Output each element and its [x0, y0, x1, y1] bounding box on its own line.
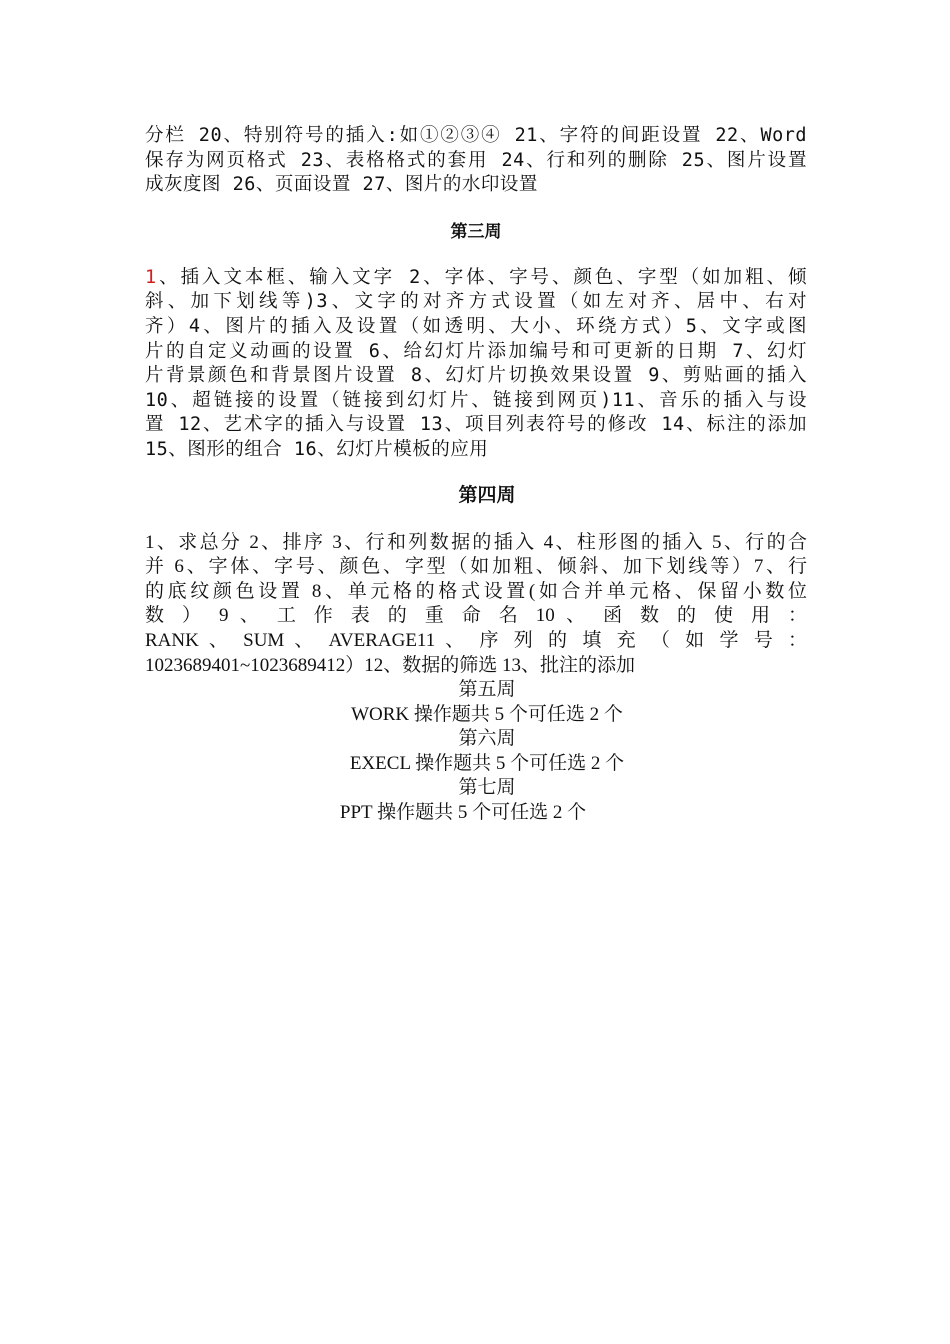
week7-desc: PPT 操作题共 5 个可任选 2 个: [339, 802, 587, 824]
week4-paragraph: [145, 531, 807, 679]
week6-title: 第六周: [458, 728, 516, 750]
intro-line-1: 分栏 20、特别符号的插入:如①②③④ 21、字符的间距设置 22、Word: [145, 125, 807, 146]
week3-line-2: 斜、加下划线等)3、文字的对齐方式设置（如左对齐、居中、右对: [145, 291, 807, 313]
week4-line-1: 1、求总分 2、排序 3、行和列数据的插入 4、柱形图的插入 5、行的合: [145, 531, 807, 553]
intro-line-2: 保存为网页格式 23、表格格式的套用 24、行和列的删除 25、图片设置: [145, 149, 807, 171]
week3-line-1-text: 、插入文本框、输入文字 2、字体、字号、颜色、字型（如加粗、倾: [156, 266, 807, 288]
week4-line-4: 数 ） 9 、 工 作 表 的 重 命 名 10 、 函 数 的 使 用 ：: [145, 605, 807, 627]
week3-line-5: 片背景颜色和背景图片设置 8、幻灯片切换效果设置 9、剪贴画的插入: [145, 365, 807, 387]
week3-line-3: 齐）4、图片的插入及设置（如透明、大小、环绕方式）5、文字或图: [145, 315, 807, 337]
week7-title: 第七周: [458, 777, 516, 799]
week4-line-2: 并 6、字体、字号、颜色、字型（如加粗、倾斜、加下划线等）7、行: [145, 556, 807, 578]
week4-title: 第四周: [458, 484, 516, 506]
week5-title: 第五周: [458, 679, 516, 701]
intro-line-3: 成灰度图 26、页面设置 27、图片的水印设置: [145, 174, 538, 196]
week4-line-6: 1023689401~1023689412）12、数据的筛选 13、批注的添加: [145, 654, 636, 676]
week3-line-6: 10、超链接的设置（链接到幻灯片、链接到网页)11、音乐的插入与设: [145, 389, 807, 411]
week3-line-7: 置 12、艺术字的插入与设置 13、项目列表符号的修改 14、标注的添加: [145, 414, 807, 436]
week3-line-8: 15、图形的组合 16、幻灯片模板的应用: [145, 438, 489, 460]
week3-line-1: [145, 266, 807, 291]
document-page: [145, 124, 807, 826]
week3-paragraph: [145, 266, 807, 463]
week3-title: 第三周: [450, 221, 502, 242]
intro-paragraph: [145, 124, 807, 198]
week5-desc: WORK 操作题共 5 个可任选 2 个: [351, 703, 623, 725]
week3-line-4: 片的自定义动画的设置 6、给幻灯片添加编号和可更新的日期 7、幻灯: [145, 340, 807, 362]
week4-line-3: 的底纹颜色设置 8、单元格的格式设置(如合并单元格、保留小数位: [145, 580, 807, 602]
week4-line-5: RANK 、 SUM 、 AVERAGE11 、 序 列 的 填 充 （ 如 学 号 ：: [145, 629, 807, 651]
week3-first-number: 1: [145, 266, 157, 288]
week6-desc: EXECL 操作题共 5 个可任选 2 个: [349, 752, 625, 774]
